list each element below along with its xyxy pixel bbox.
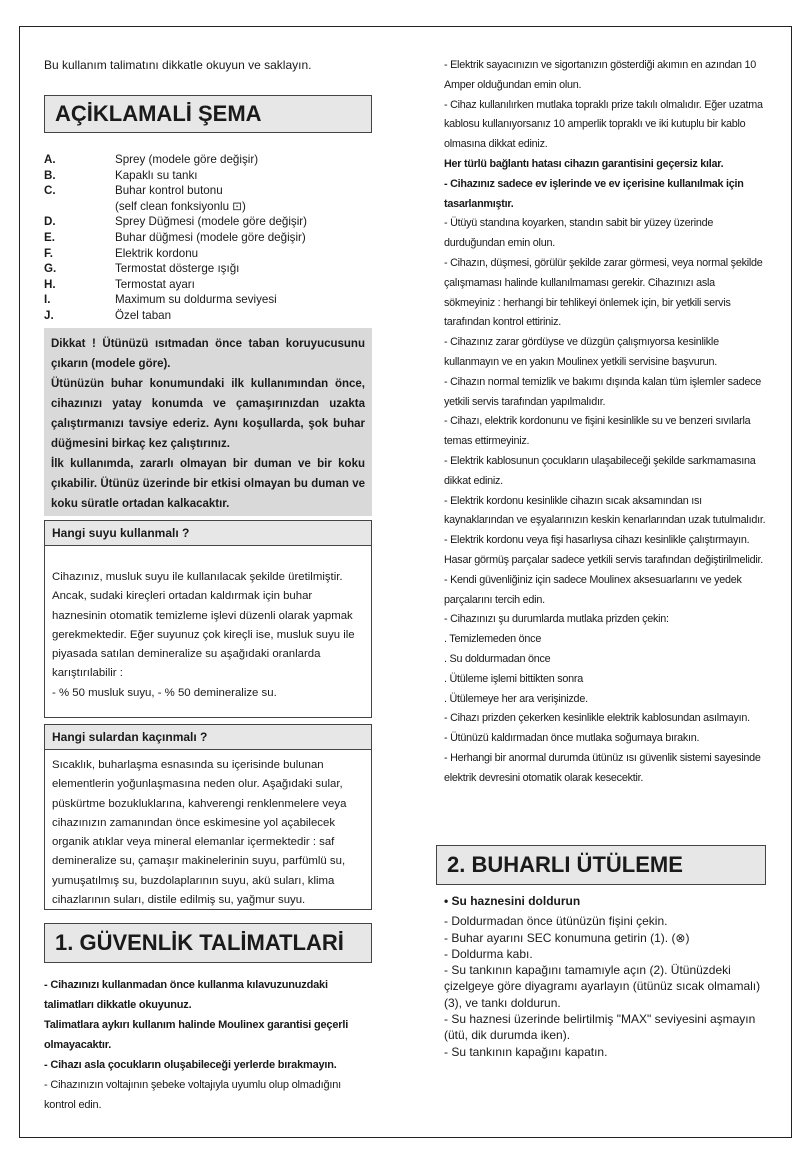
schema-title: AÇİKLAMALİ ŞEMA xyxy=(44,95,372,133)
fill-subtitle: • Su haznesini doldurun xyxy=(444,894,581,908)
warning-line: Ütünüzün buhar konumundaki ilk kullanımından önce, cihazınızı yatay konumda ve çamaşırınızdan uzakta çalıştırmanızı tavsiye ederiz. Aynı koşullarda, şok buhar düğmesini birkaç kez çalıştırınız. xyxy=(51,378,365,450)
water-box-title: Hangi suyu kullanmalı ? xyxy=(45,521,371,546)
safety-item: - Cihazınızı kullanmadan önce kullanma kılavuzunuzdaki talimatları dikkatle okuyunuz. xyxy=(44,979,328,1011)
safety-item: - Ütünüzü kaldırmadan önce mutlaka soğumaya bırakın. xyxy=(444,732,700,745)
fill-step: - Su haznesi üzerinde belirtilmiş "MAX" seviyesini aşmayın (ütü, dik durumda iken). xyxy=(444,1012,756,1043)
legend-item xyxy=(44,168,364,184)
legend-text: (self clean fonksiyonlu ⊡) xyxy=(115,199,246,213)
legend-key: I. xyxy=(44,293,51,307)
legend-text: Buhar düğmesi (modele göre değişir) xyxy=(115,230,306,244)
fill-step: - Buhar ayarını SEC konumuna getirin (1). (⊗) xyxy=(444,930,690,945)
legend-text: Maximum su doldurma seviyesi xyxy=(115,293,277,307)
safety-item: - Elektrik kablosunun çocukların ulaşabileceği şekilde sarkmamasına dikkat ediniz. xyxy=(444,454,756,487)
safety-item: Her türlü bağlantı hatası cihazın garantisini geçersiz kılar. xyxy=(444,157,724,170)
fill-step: - Doldurmadan önce ütünüzün fişini çekin. xyxy=(444,914,668,929)
safety-item: - Cihazı asla çocukların oluşabileceği yerlerde bırakmayın. xyxy=(44,1059,337,1071)
legend-text: Elektrik kordonu xyxy=(115,246,199,260)
legend-text: Sprey (modele göre değişir) xyxy=(115,153,259,166)
safety-item: - Cihazınızın voltajının şebeke voltajıyla uyumlu olup olmadığını kontrol edin. xyxy=(44,1079,341,1111)
warning-line: İlk kullanımda, zararlı olmayan bir duman ve bir koku çıkabilir. Ütünüz üzerinde bir etkisi olmayan bu duman ve koku süratle ortadan kalkacaktır. xyxy=(51,458,365,510)
legend-text: Termostat dösterge ışığı xyxy=(115,262,240,276)
steam-title: 2. BUHARLI ÜTÜLEME xyxy=(436,845,766,885)
water-box-body: Cihazınız, musluk suyu ile kullanılacak şekilde üretilmiştir. Ancak, sudaki kireçleri ortadan kaldırmak için buhar haznesinin otomatik temizleme işlevi düzenli olarak yapmak gerekmektedir. Eğer suyunuz çok kireçli ise, musluk suyu ile piyasada satılan demineralize su aşağıdaki oranlarda karıştırılabilir : xyxy=(52,571,355,680)
legend-key xyxy=(44,199,115,215)
safety-item: - Cihazınız zarar gördüyse ve düzgün çalışmıyorsa kesinlikle kullanmayın ve en yakın Moulinex yetkili servisine başvurun. xyxy=(444,336,719,368)
legend-list xyxy=(44,152,364,324)
legend-key: B. xyxy=(44,168,56,182)
legend-item xyxy=(44,230,364,246)
fill-step: - Doldurma kabı. xyxy=(444,946,533,961)
safety-item: - Cihazınız sadece ev işlerinde ve ev içerisine kullanılmak için tasarlanmıştır. xyxy=(444,177,744,210)
fill-step: - Su tankının kapağını kapatın. xyxy=(444,1044,608,1059)
legend-item xyxy=(44,152,364,168)
safety-item: - Ütüyü standına koyarken, standın sabit bir yüzey üzerinde durduğundan emin olun. xyxy=(444,217,714,250)
legend-text: Kapaklı su tankı xyxy=(115,168,198,182)
safety-title: 1. GÜVENLİK TALİMATLARİ xyxy=(44,923,372,963)
legend-text: Özel taban xyxy=(115,308,172,322)
safety-item: - Cihazın normal temizlik ve bakımı dışında kalan tüm işlemler sadece yetkili servis tarafından yapılmalıdır. xyxy=(444,375,761,408)
safety-item: - Elektrik kordonu kesinlikle cihazın sıcak aksamından ısı kaynaklarından ve eşyalarınızın keskin kenarlarından uzak tutulmalıdır. xyxy=(444,494,766,527)
legend-item xyxy=(44,292,364,308)
intro-text: Bu kullanım talimatını dikkatle okuyun ve saklayın. xyxy=(44,58,312,72)
safety-item: Talimatlara aykırı kullanım halinde Moulinex garantisi geçerli olmayacaktır. xyxy=(44,1019,349,1051)
water-box-mix: - % 50 musluk suyu, - % 50 demineralize su. xyxy=(52,686,277,699)
safety-item: . Temizlemeden önce xyxy=(444,633,542,646)
legend-key: E. xyxy=(44,230,55,244)
safety-item: . Ütüleme işlemi bittikten sonra xyxy=(444,672,584,685)
legend-item xyxy=(44,261,364,277)
safety-item: . Su doldurmadan önce xyxy=(444,652,551,665)
avoid-box xyxy=(44,724,372,910)
legend-key: J. xyxy=(44,308,54,322)
legend-item xyxy=(44,183,364,199)
fill-section xyxy=(444,893,766,1060)
legend-item xyxy=(44,277,364,293)
warning-line: Dikkat ! Ütünüzü ısıtmadan önce taban koruyucusunu çıkarın (modele göre). xyxy=(51,338,365,370)
avoid-box-title: Hangi sulardan kaçınmalı ? xyxy=(45,725,371,750)
legend-key: A. xyxy=(44,153,56,166)
safety-item: - Cihazın, düşmesi, görülür şekilde zarar görmesi, veya normal şekilde çalışmaması halinde kullanılmaması gerekir. Cihazınızı asla sökmeyiniz : herhangi bir tehlikeyi önlemek için, bir yetkili servis tarafından kontrol ettiriniz. xyxy=(444,256,763,329)
legend-key: C. xyxy=(44,184,56,198)
legend-key: F. xyxy=(44,246,54,260)
legend-item xyxy=(44,308,364,324)
safety-item: - Elektrik sayacınızın ve sigortanızın gösterdiği akımın en azından 10 Amper olduğundan emin olun. xyxy=(444,59,756,91)
safety-item: - Kendi güvenliğiniz için sadece Moulinex aksesuarlarını ve yedek parçalarını tercih edin. xyxy=(444,573,742,606)
safety-left-list xyxy=(44,975,374,1115)
water-box xyxy=(44,520,372,718)
legend-item xyxy=(44,214,364,230)
safety-item: - Cihaz kullanılırken mutlaka topraklı prize takılı olmalıdır. Eğer uzatma kablosu kullanıyorsanız 10 amperlik topraklı ve iki kutuplu bir kablo olmasına dikkat ediniz. xyxy=(444,98,763,151)
safety-right-list xyxy=(444,56,766,788)
legend-item xyxy=(44,246,364,262)
legend-text: Sprey Düğmesi (modele göre değişir) xyxy=(115,215,308,229)
warning-box xyxy=(44,328,372,516)
safety-item: - Herhangi bir anormal durumda ütünüz ısı güvenlik sistemi sayesinde elektrik devresini otomatik olarak kesecektir. xyxy=(444,751,761,784)
legend-key: D. xyxy=(44,215,56,229)
legend-text: Buhar kontrol butonu xyxy=(115,184,223,198)
safety-item: . Ütülemeye her ara verişinizde. xyxy=(444,692,588,705)
legend-key: G. xyxy=(44,262,57,276)
legend-item xyxy=(44,199,364,215)
legend-text: Termostat ayarı xyxy=(115,277,195,291)
safety-item: - Cihazınızı şu durumlarda mutlaka prizden çekin: xyxy=(444,613,669,626)
fill-step: - Su tankının kapağını tamamıyle açın (2). Ütünüzdeki çizelgeye göre diyagramı ayarlayın (ütünüz sıcak olmamalı) (3), ve tankı doldurun. xyxy=(444,963,761,1010)
avoid-box-body: Sıcaklık, buharlaşma esnasında su içerisinde bulunan elementlerin yoğunlaşmasına neden olur. Aşağıdaki sular, püskürtme bozukluklarına, kahverengi renklenmelere veya cihazınızın zamanından önce eskimesine yol açabilecek organik atıklar veya mineral elemanlar içermektedir : saf demineralize su, çamaşır makinelerinin suyu, parfümlü su, yumuşatılmış su, buzdolaplarının suyu, akü suları, klima cihazlarının suları, distile edilmiş su, yağmur suyu. xyxy=(52,759,347,907)
safety-item: - Cihazı, elektrik kordonunu ve fişini kesinlikle su ve benzeri sıvılarla temas ettirmeyiniz. xyxy=(444,415,751,448)
safety-item: - Cihazı prizden çekerken kesinlikle elektrik kablosundan asılmayın. xyxy=(444,712,750,725)
safety-item: - Elektrik kordonu veya fişi hasarlıysa cihazı kesinlikle çalıştırmayın. Hasar görmüş parçalar sadece yetkili servis tarafından değiştirilmelidir. xyxy=(444,534,763,566)
legend-key: H. xyxy=(44,277,56,291)
